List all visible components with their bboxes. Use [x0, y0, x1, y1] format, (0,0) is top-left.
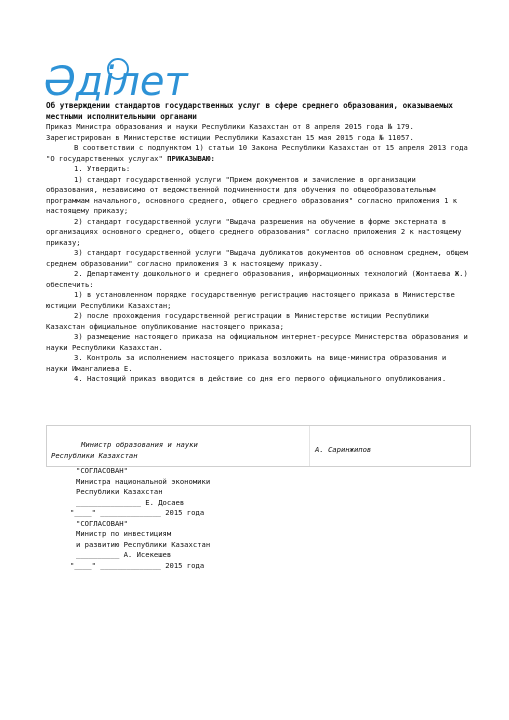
- position-line-1: Министр образования и науки: [81, 440, 198, 449]
- paragraph-2: 2. Департаменту дошкольного и среднего образования, информационных технологий (Жонтаева Ж.) обеспечить:: [46, 269, 468, 289]
- signature-table: [46, 425, 471, 467]
- approval-1-signature: _______________ Е. Досаев: [76, 497, 185, 507]
- paragraph-2-2: 2) после прохождения государственной регистрации в Министерстве юстиции Республики Казахстан официальное опубликование настоящего приказа;: [46, 311, 429, 331]
- paragraph-1-3: 3) стандарт государственной услуги "Выдача дубликатов документов об основном среднем, общем среднем образовании" согласно приложения 3 к настоящему приказу.: [46, 248, 468, 268]
- document-title: Об утверждении стандартов государственных услуг в сфере среднего образования, оказываемых местными исполнительными органами: [46, 101, 453, 121]
- approval-1-line-3: Республики Казахстан: [76, 487, 163, 496]
- paragraph-1: 1. Утвердить:: [74, 164, 131, 173]
- approval-2-signature: __________ А. Исекешев: [76, 550, 172, 559]
- paragraph-1-2: 2) стандарт государственной услуги "Выдача разрешения на обучение в форме экстерната в организациях основного среднего, общего среднего образования" согласно приложения 2 к настоящему приказу;: [46, 216, 462, 247]
- approval-2-header: "СОГЛАСОВАН": [76, 518, 128, 528]
- paragraph-2-1: 1) в установленном порядке государственную регистрацию настоящего приказа в Министерстве юстиции Республики Казахстан;: [46, 290, 455, 310]
- order-word: ПРИКАЗЫВАЮ:: [167, 153, 215, 163]
- registration-info: Зарегистрирован в Министерстве юстиции Республики Казахстан 15 мая 2015 года № 11057.: [46, 132, 414, 142]
- signatory-name: А. Саринжипов: [315, 445, 372, 454]
- paragraph-1-1: 1) стандарт государственной услуги "Прием документов и зачисление в организации образования, независимо от ведомственной подчиненности для обучения по общеобразовательным программам начального, основного среднего, общего среднего образования" согласно приложения 1 к настоящему приказу;: [46, 174, 458, 215]
- paragraph-3: 3. Контроль за исполнением настоящего приказа возложить на вице-министра образования и науки Имангалиева Е.: [46, 353, 447, 373]
- paragraph-2-3: 3) размещение настоящего приказа на официальном интернет-ресурсе Министерства образования и науки Республики Казахстан.: [46, 332, 468, 352]
- paragraph-4: 4. Настоящий приказ вводится в действие со дня его первого официального опубликования.: [74, 374, 447, 383]
- approval-1-header: "СОГЛАСОВАН": [76, 466, 128, 475]
- document-body: [46, 101, 471, 385]
- approval-1-line-2: Министра национальной экономики: [76, 476, 211, 486]
- preamble: В соответствии с подпунктом 1) статьи 10 Закона Республики Казахстан от 15 апреля 2013 года "О государственных услугах" ПРИКАЗЫВАЮ:: [46, 143, 468, 163]
- table-divider: [309, 426, 310, 466]
- approval-1-date: "____" ______________ 2015 года: [70, 508, 205, 517]
- adilet-logo: [44, 55, 194, 103]
- order-info: Приказ Министра образования и науки Республики Казахстан от 8 апреля 2015 года № 179.: [46, 122, 414, 131]
- approval-2-date: "____" ______________ 2015 года: [70, 560, 205, 570]
- approvals-block: [46, 466, 306, 571]
- approval-2-line-2: Министр по инвестициям: [76, 529, 172, 538]
- approval-2-line-3: и развитию Республики Казахстан: [76, 539, 211, 549]
- position-line-2: Республики Казахстан: [51, 450, 138, 460]
- signature-position: [51, 440, 301, 461]
- logo-text: Әділет: [44, 59, 188, 103]
